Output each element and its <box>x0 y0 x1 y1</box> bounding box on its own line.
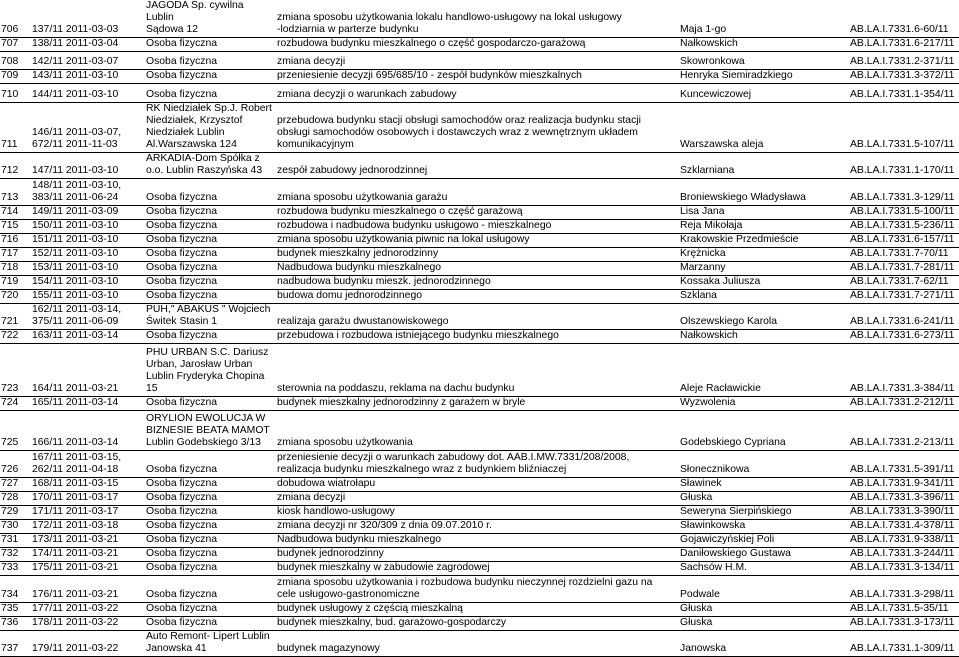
address-cell: Broniewskiego Władysława <box>678 179 848 206</box>
investor-cell: Osoba fizyczna <box>144 70 275 84</box>
reference-number-cell: AB.LA.I.7331.3-298/11 <box>848 576 959 603</box>
address-cell: Daniłowskiego Gustawa <box>678 548 848 562</box>
description-cell: zmiana sposobu użytkowania <box>275 411 678 451</box>
row-number-cell: 712 <box>0 153 30 179</box>
row-number-cell: 713 <box>0 179 30 206</box>
investor-cell: Auto Remont- Lipert Lublin Janowska 41 <box>144 631 275 657</box>
table-row <box>0 153 959 179</box>
case-number-date-cell: 152/11 2011-03-10 <box>30 248 144 262</box>
description-cell: przebudowa budynku stacji obsługi samochodów oraz realizacja budynku stacji obsługi samochodów osobowych i dostawczych wraz z wewnętrznym układem komunikacyjnym <box>275 103 678 153</box>
table-row <box>0 520 959 534</box>
row-number-cell: 720 <box>0 290 30 304</box>
row-number-cell: 708 <box>0 52 30 70</box>
investor-cell: Osoba fizyczna <box>144 276 275 290</box>
reference-number-cell: AB.LA.I.7331.3-384/11 <box>848 344 959 397</box>
description-cell: zmiana sposobu użytkowania garażu <box>275 179 678 206</box>
reference-number-cell: AB.LA.I.7331.7-281/11 <box>848 262 959 276</box>
description-cell: zmiana sposobu użytkowania i rozbudowa budynku nieczynnej rozdzielni gazu na cele usługowo-gastronomiczne <box>275 576 678 603</box>
investor-cell: ORYLION EWOLUCJA W BIZNESIE BEATA MAMOT Lublin Godebskiego 3/13 <box>144 411 275 451</box>
reference-number-cell: AB.LA.I.7331.6-157/11 <box>848 234 959 248</box>
case-number-date-cell: 155/11 2011-03-10 <box>30 290 144 304</box>
table-row <box>0 562 959 576</box>
description-cell: nadbudowa budynku mieszk. jednorodzinnego <box>275 276 678 290</box>
reference-number-cell: AB.LA.I.7331.1-309/11 <box>848 631 959 657</box>
reference-number-cell: AB.LA.I.7331.7-62/11 <box>848 276 959 290</box>
reference-number-cell: AB.LA.I.7331.4-378/11 <box>848 520 959 534</box>
address-cell: Marzanny <box>678 262 848 276</box>
investor-cell: Osoba fizyczna <box>144 330 275 344</box>
reference-number-cell: AB.LA.I.7331.5-35/11 <box>848 603 959 617</box>
description-cell: zmiana sposobu użytkowania piwnic na lokal usługowy <box>275 234 678 248</box>
table-row <box>0 290 959 304</box>
address-cell: Henryka Siemiradzkiego <box>678 70 848 84</box>
description-cell: budynek mieszkalny jednorodzinny z garażem w bryle <box>275 397 678 411</box>
reference-number-cell: AB.LA.I.7331.7-271/11 <box>848 290 959 304</box>
row-number-cell: 736 <box>0 617 30 631</box>
row-number-cell: 709 <box>0 70 30 84</box>
case-number-date-cell: 165/11 2011-03-14 <box>30 397 144 411</box>
reference-number-cell: AB.LA.I.7331.7-70/11 <box>848 248 959 262</box>
address-cell: Warszawska aleja <box>678 103 848 153</box>
case-number-date-cell: 177/11 2011-03-22 <box>30 603 144 617</box>
row-number-cell: 707 <box>0 38 30 52</box>
reference-number-cell: AB.LA.I.7331.5-391/11 <box>848 451 959 478</box>
address-cell: Podwale <box>678 576 848 603</box>
description-cell: budynek mieszkalny, bud. garażowo-gospodarczy <box>275 617 678 631</box>
table-row <box>0 103 959 153</box>
address-cell: Sławinkowska <box>678 520 848 534</box>
case-number-date-cell: 148/11 2011-03-10, 383/11 2011-06-24 <box>30 179 144 206</box>
investor-cell: Osoba fizyczna <box>144 603 275 617</box>
investor-cell: Osoba fizyczna <box>144 534 275 548</box>
table-row <box>0 84 959 103</box>
reference-number-cell: AB.LA.I.7331.9-341/11 <box>848 478 959 492</box>
case-number-date-cell: 162/11 2011-03-14, 375/11 2011-06-09 <box>30 304 144 330</box>
investor-cell: Osoba fizyczna <box>144 506 275 520</box>
table-row <box>0 534 959 548</box>
row-number-cell: 729 <box>0 506 30 520</box>
case-number-date-cell: 142/11 2011-03-07 <box>30 52 144 70</box>
address-cell: Nałkowskich <box>678 38 848 52</box>
reference-number-cell: AB.LA.I.7331.3-396/11 <box>848 492 959 506</box>
description-cell: zespół zabudowy jednorodzinnej <box>275 153 678 179</box>
reference-number-cell: AB.LA.I.7331.1-354/11 <box>848 84 959 103</box>
case-number-date-cell: 175/11 2011-03-21 <box>30 562 144 576</box>
table-row <box>0 179 959 206</box>
table-row <box>0 344 959 397</box>
address-cell: Głuska <box>678 492 848 506</box>
row-number-cell: 724 <box>0 397 30 411</box>
case-number-date-cell: 178/11 2011-03-22 <box>30 617 144 631</box>
reference-number-cell: AB.LA.I.7331.2-213/11 <box>848 411 959 451</box>
table-row <box>0 548 959 562</box>
description-cell: kiosk handlowo-usługowy <box>275 506 678 520</box>
table-row <box>0 276 959 290</box>
row-number-cell: 735 <box>0 603 30 617</box>
investor-cell: Osoba fizyczna <box>144 576 275 603</box>
address-cell: Maja 1-go <box>678 0 848 38</box>
address-cell: Godebskiego Cypriana <box>678 411 848 451</box>
table-row <box>0 576 959 603</box>
reference-number-cell: AB.LA.I.7331.6-241/11 <box>848 304 959 330</box>
case-number-date-cell: 179/11 2011-03-22 <box>30 631 144 657</box>
reference-number-cell: AB.LA.I.7331.6-60/11 <box>848 0 959 38</box>
row-number-cell: 716 <box>0 234 30 248</box>
description-cell: budynek magazynowy <box>275 631 678 657</box>
case-number-date-cell: 154/11 2011-03-10 <box>30 276 144 290</box>
investor-cell: Osoba fizyczna <box>144 617 275 631</box>
investor-cell: Osoba fizyczna <box>144 206 275 220</box>
table-row <box>0 220 959 234</box>
investor-cell: Osoba fizyczna <box>144 38 275 52</box>
address-cell: Aleje Racławickie <box>678 344 848 397</box>
row-number-cell: 710 <box>0 84 30 103</box>
address-cell: Szklana <box>678 290 848 304</box>
row-number-cell: 718 <box>0 262 30 276</box>
investor-cell: PUH," ABAKUS " Wojciech Świtek Stasin 1 <box>144 304 275 330</box>
investor-cell: Osoba fizyczna <box>144 562 275 576</box>
investor-cell: ARKADIA-Dom Spółka z o.o. Lublin Raszyńska 43 <box>144 153 275 179</box>
case-number-date-cell: 150/11 2011-03-10 <box>30 220 144 234</box>
row-number-cell: 733 <box>0 562 30 576</box>
reference-number-cell: AB.LA.I.7331.6-273/11 <box>848 330 959 344</box>
description-cell: przeniesienie decyzji 695/685/10 - zespół budynków mieszkalnych <box>275 70 678 84</box>
row-number-cell: 737 <box>0 631 30 657</box>
table-row <box>0 52 959 70</box>
investor-cell: Osoba fizyczna <box>144 52 275 70</box>
investor-cell: Osoba fizyczna <box>144 290 275 304</box>
table-row <box>0 304 959 330</box>
case-number-date-cell: 168/11 2011-03-15 <box>30 478 144 492</box>
case-number-date-cell: 164/11 2011-03-21 <box>30 344 144 397</box>
table-row <box>0 631 959 657</box>
row-number-cell: 730 <box>0 520 30 534</box>
investor-cell: Osoba fizyczna <box>144 84 275 103</box>
address-cell: Kossaka Juliusza <box>678 276 848 290</box>
table-row <box>0 330 959 344</box>
row-number-cell: 719 <box>0 276 30 290</box>
reference-number-cell: AB.LA.I.7331.3-129/11 <box>848 179 959 206</box>
reference-number-cell: AB.LA.I.7331.1-170/11 <box>848 153 959 179</box>
table-row <box>0 617 959 631</box>
investor-cell: Osoba fizyczna <box>144 548 275 562</box>
investor-cell: Osoba fizyczna <box>144 478 275 492</box>
investor-cell: Osoba fizyczna <box>144 248 275 262</box>
investor-cell: PHU URBAN S.C. Dariusz Urban, Jarosław Urban Lublin Fryderyka Chopina 15 <box>144 344 275 397</box>
case-number-date-cell: 149/11 2011-03-09 <box>30 206 144 220</box>
investor-cell: Osoba fizyczna <box>144 520 275 534</box>
case-number-date-cell: 172/11 2011-03-18 <box>30 520 144 534</box>
description-cell: zmiana decyzji nr 320/309 z dnia 09.07.2010 r. <box>275 520 678 534</box>
description-cell: przeniesienie decyzji o warunkach zabudowy dot. AAB.I.MW.7331/208/2008, realizacja budynku mieszkalnego wraz z budynkiem bliźniaczej <box>275 451 678 478</box>
case-number-date-cell: 147/11 2011-03-10 <box>30 153 144 179</box>
case-number-date-cell: 143/11 2011-03-10 <box>30 70 144 84</box>
address-cell: Skowronkowa <box>678 52 848 70</box>
address-cell: Głuska <box>678 603 848 617</box>
table-row <box>0 70 959 84</box>
address-cell: Sławinek <box>678 478 848 492</box>
reference-number-cell: AB.LA.I.7331.3-134/11 <box>848 562 959 576</box>
row-number-cell: 723 <box>0 344 30 397</box>
reference-number-cell: AB.LA.I.7331.5-236/11 <box>848 220 959 234</box>
row-number-cell: 711 <box>0 103 30 153</box>
table-row <box>0 0 959 38</box>
row-number-cell: 726 <box>0 451 30 478</box>
case-number-date-cell: 171/11 2011-03-17 <box>30 506 144 520</box>
reference-number-cell: AB.LA.I.7331.2-371/11 <box>848 52 959 70</box>
table-row <box>0 206 959 220</box>
case-number-date-cell: 151/11 2011-03-10 <box>30 234 144 248</box>
address-cell: Słonecznikowa <box>678 451 848 478</box>
reference-number-cell: AB.LA.I.7331.3-244/11 <box>848 548 959 562</box>
description-cell: rozbudowa i nadbudowa budynku usługowo - mieszkalnego <box>275 220 678 234</box>
investor-cell: Osoba fizyczna <box>144 451 275 478</box>
case-number-date-cell: 138/11 2011-03-04 <box>30 38 144 52</box>
description-cell: dobudowa wiatrołapu <box>275 478 678 492</box>
case-number-date-cell: 146/11 2011-03-07, 672/11 2011-11-03 <box>30 103 144 153</box>
description-cell: realizaja garażu dwustanowiskowego <box>275 304 678 330</box>
reference-number-cell: AB.LA.I.7331.2-212/11 <box>848 397 959 411</box>
description-cell: budynek jednorodzinny <box>275 548 678 562</box>
reference-number-cell: AB.LA.I.7331.3-390/11 <box>848 506 959 520</box>
case-number-date-cell: 173/11 2011-03-21 <box>30 534 144 548</box>
investor-cell: Osoba fizyczna <box>144 234 275 248</box>
address-cell: Gojawiczyńskiej Poli <box>678 534 848 548</box>
address-cell: Krężnicka <box>678 248 848 262</box>
investor-cell: Osoba fizyczna <box>144 179 275 206</box>
row-number-cell: 714 <box>0 206 30 220</box>
case-number-date-cell: 153/11 2011-03-10 <box>30 262 144 276</box>
investor-cell: Osoba fizyczna <box>144 492 275 506</box>
case-number-date-cell: 174/11 2011-03-21 <box>30 548 144 562</box>
address-cell: Janowska <box>678 631 848 657</box>
address-cell: Kuncewiczowej <box>678 84 848 103</box>
reference-number-cell: AB.LA.I.7331.9-338/11 <box>848 534 959 548</box>
reference-number-cell: AB.LA.I.7331.3-372/11 <box>848 70 959 84</box>
case-number-date-cell: 163/11 2011-03-14 <box>30 330 144 344</box>
address-cell: Szklarniana <box>678 153 848 179</box>
description-cell: budynek mieszkalny jednorodzinny <box>275 248 678 262</box>
address-cell: Nałkowskich <box>678 330 848 344</box>
row-number-cell: 717 <box>0 248 30 262</box>
address-cell: Wyzwolenia <box>678 397 848 411</box>
description-cell: przebudowa i rozbudowa istniejącego budynku mieszkalnego <box>275 330 678 344</box>
case-number-date-cell: 137/11 2011-03-03 <box>30 0 144 38</box>
description-cell: rozbudowa budynku mieszkalnego o część garażową <box>275 206 678 220</box>
table-row <box>0 492 959 506</box>
table-row <box>0 38 959 52</box>
address-cell: Reja Mikołaja <box>678 220 848 234</box>
description-cell: zmiana decyzji <box>275 492 678 506</box>
address-cell: Olszewskiego Karola <box>678 304 848 330</box>
row-number-cell: 728 <box>0 492 30 506</box>
reference-number-cell: AB.LA.I.7331.5-100/11 <box>848 206 959 220</box>
address-cell: Krakowskie Przedmieście <box>678 234 848 248</box>
table-row <box>0 234 959 248</box>
case-number-date-cell: 170/11 2011-03-17 <box>30 492 144 506</box>
table-row <box>0 262 959 276</box>
row-number-cell: 721 <box>0 304 30 330</box>
row-number-cell: 725 <box>0 411 30 451</box>
case-number-date-cell: 166/11 2011-03-14 <box>30 411 144 451</box>
description-cell: budynek usługowy z częścią mieszkalną <box>275 603 678 617</box>
description-cell: rozbudowa budynku mieszkalnego o część gospodarczo-garażową <box>275 38 678 52</box>
row-number-cell: 722 <box>0 330 30 344</box>
address-cell: Głuska <box>678 617 848 631</box>
description-cell: budynek mieszkalny w zabudowie zagrodowej <box>275 562 678 576</box>
row-number-cell: 706 <box>0 0 30 38</box>
description-cell: Nadbudowa budynku mieszkalnego <box>275 534 678 548</box>
description-cell: budowa domu jednorodzinnego <box>275 290 678 304</box>
investor-cell: RK Niedziałek Sp.J. Robert Niedziałek, Krzysztof Niedziałek Lublin Al.Warszawska 124 <box>144 103 275 153</box>
table-row <box>0 506 959 520</box>
description-cell: Nadbudowa budynku mieszkalnego <box>275 262 678 276</box>
description-cell: sterownia na poddaszu, reklama na dachu budynku <box>275 344 678 397</box>
investor-cell: Osoba fizyczna <box>144 220 275 234</box>
investor-cell: JAGODA Sp. cywilna Lublin Sądowa 12 <box>144 0 275 38</box>
table-row <box>0 603 959 617</box>
address-cell: Lisa Jana <box>678 206 848 220</box>
case-number-date-cell: 176/11 2011-03-21 <box>30 576 144 603</box>
description-cell: zmiana decyzji <box>275 52 678 70</box>
reference-number-cell: AB.LA.I.7331.3-173/11 <box>848 617 959 631</box>
description-cell: zmiana decyzji o warunkach zabudowy <box>275 84 678 103</box>
address-cell: Sachsów H.M. <box>678 562 848 576</box>
reference-number-cell: AB.LA.I.7331.6-217/11 <box>848 38 959 52</box>
table-row <box>0 248 959 262</box>
reference-number-cell: AB.LA.I.7331.5-107/11 <box>848 103 959 153</box>
row-number-cell: 732 <box>0 548 30 562</box>
description-cell: zmiana sposobu użytkowania lokalu handlowo-usługowy na lokal usługowy -lodziarnia w parterze budynku <box>275 0 678 38</box>
address-cell: Seweryna Sierpińskiego <box>678 506 848 520</box>
row-number-cell: 727 <box>0 478 30 492</box>
row-number-cell: 731 <box>0 534 30 548</box>
case-number-date-cell: 144/11 2011-03-10 <box>30 84 144 103</box>
investor-cell: Osoba fizyczna <box>144 397 275 411</box>
table-row <box>0 397 959 411</box>
row-number-cell: 715 <box>0 220 30 234</box>
investor-cell: Osoba fizyczna <box>144 262 275 276</box>
case-number-date-cell: 167/11 2011-03-15, 262/11 2011-04-18 <box>30 451 144 478</box>
table-row <box>0 411 959 451</box>
row-number-cell: 734 <box>0 576 30 603</box>
table-row <box>0 478 959 492</box>
table-row <box>0 451 959 478</box>
